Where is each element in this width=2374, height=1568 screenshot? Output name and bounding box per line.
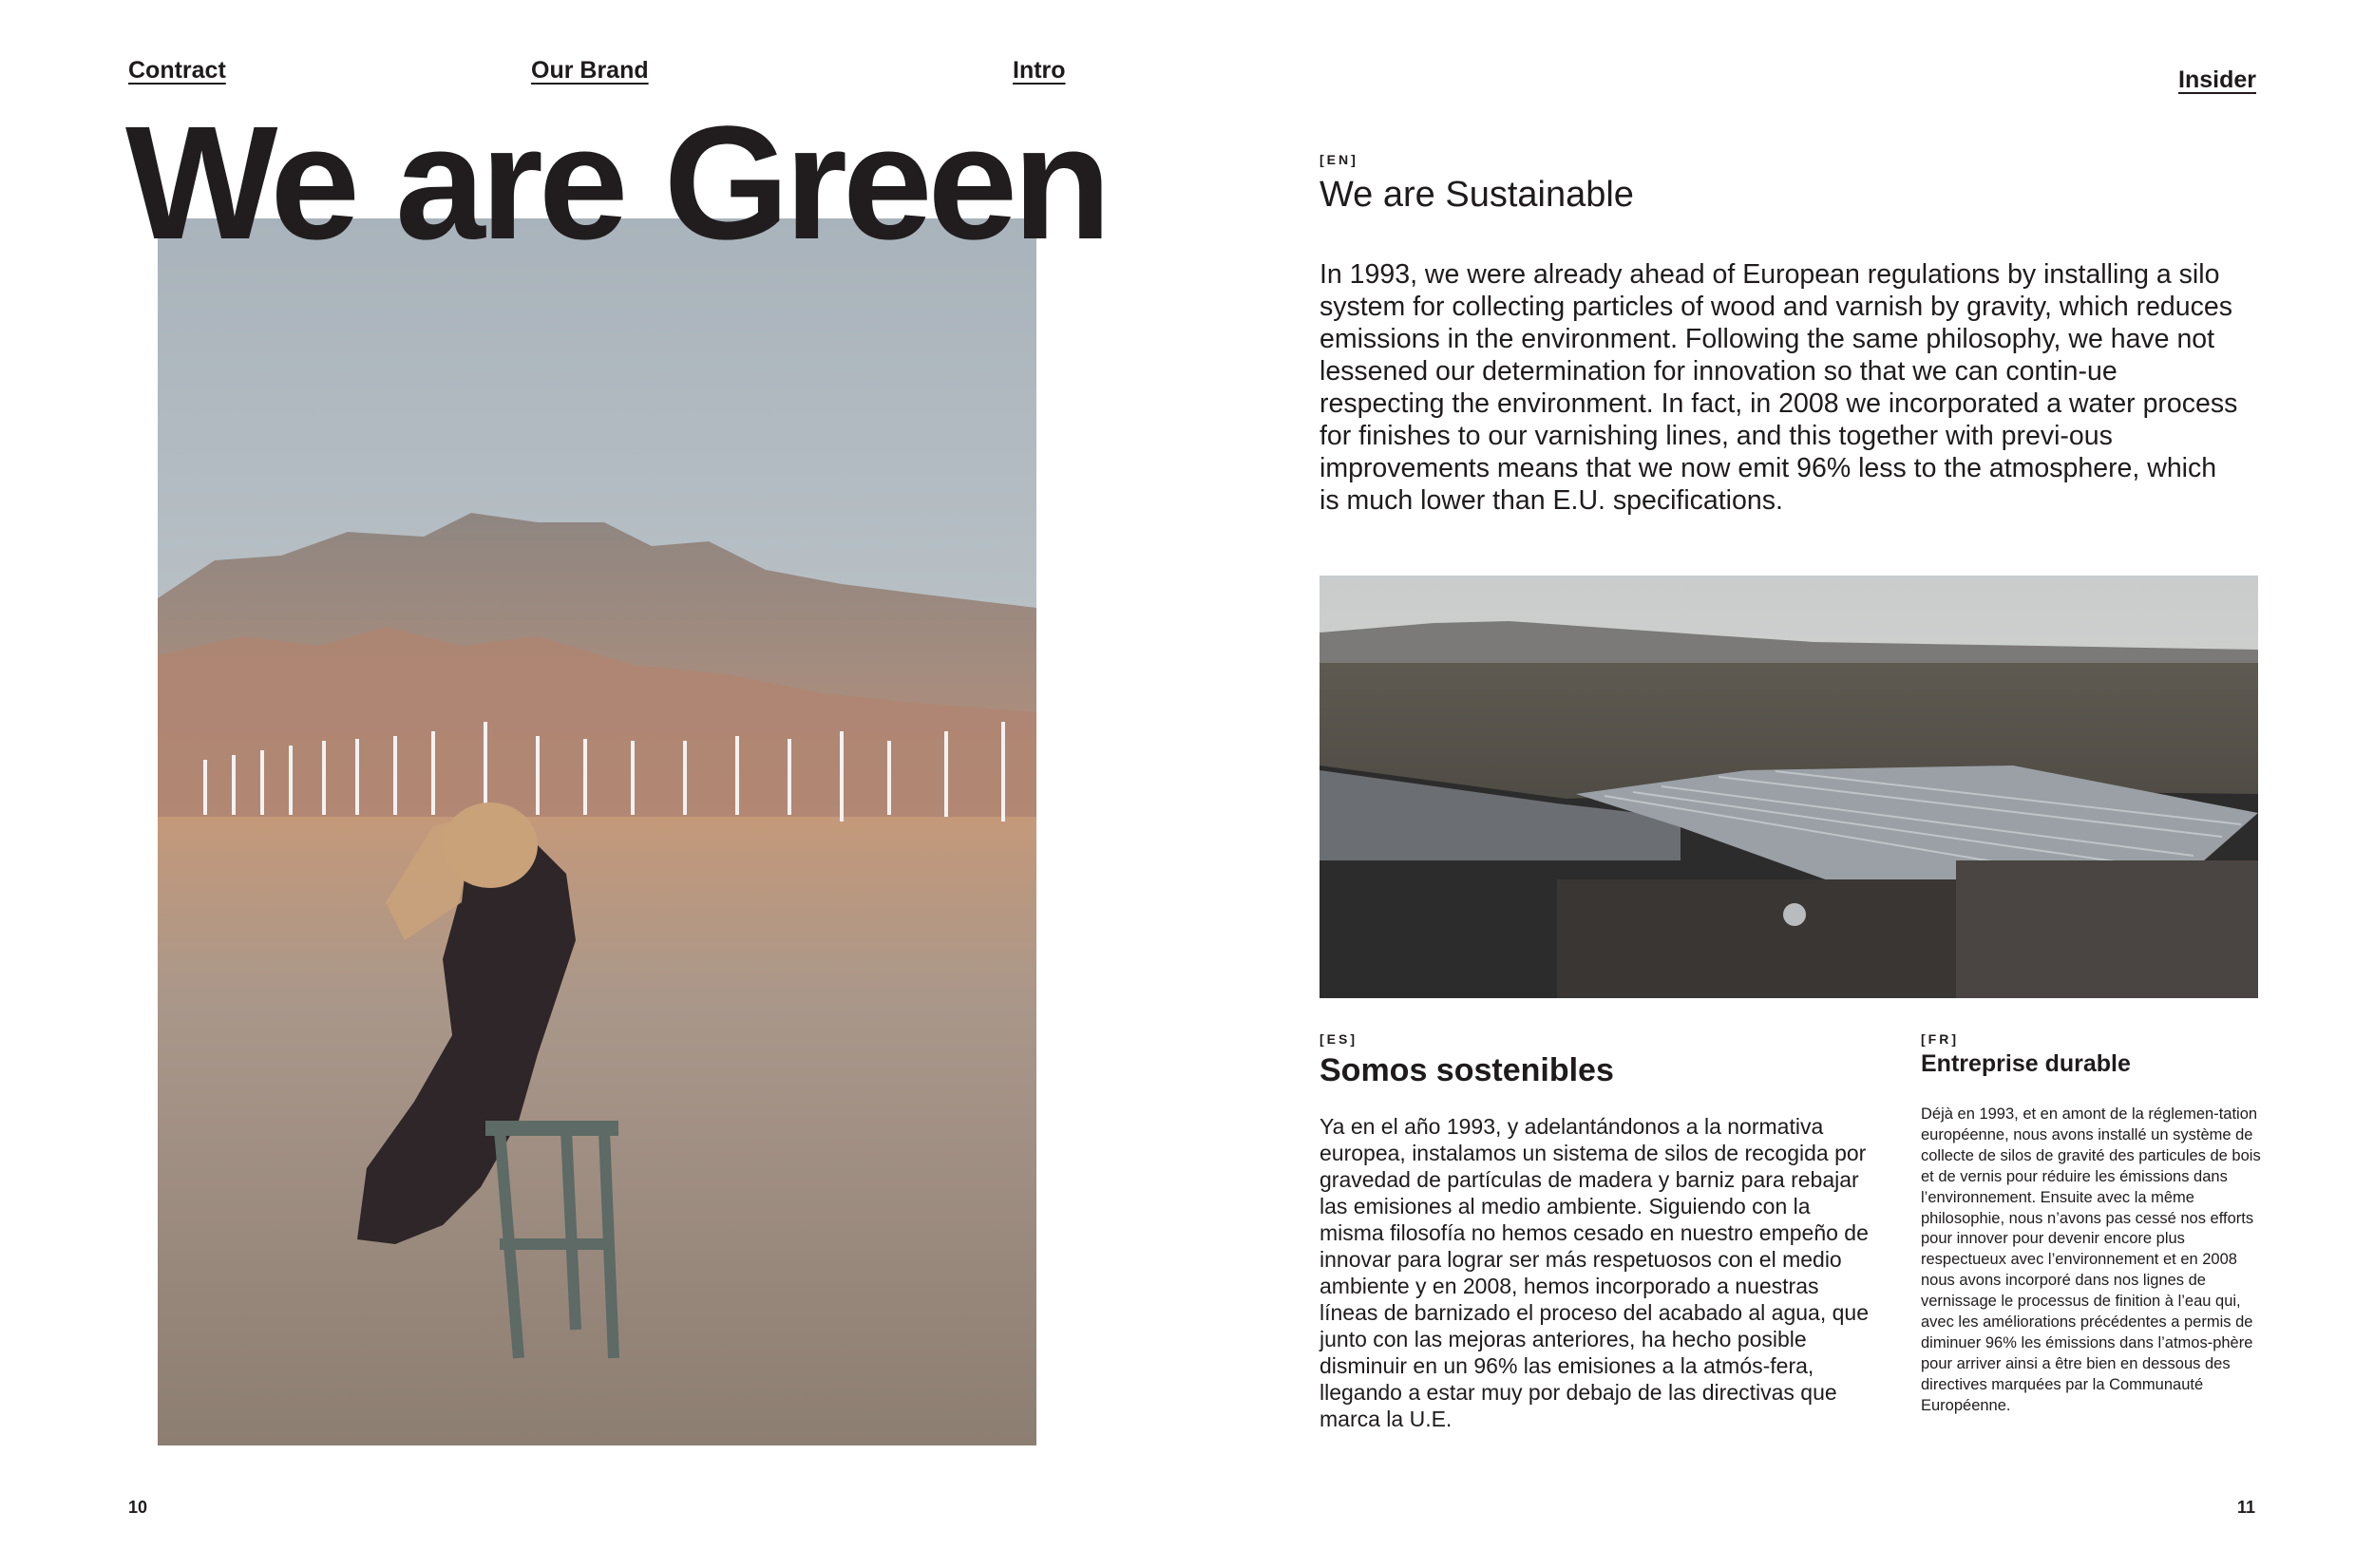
body-text-en: In 1993, we were already ahead of European regulations by installing a silo system for collecting particles of wood and varnish by gravity, which reduces emissions in the environment. Following the same philosophy, we have not lessened our determination for innovation so that we can contin-ue respecting the environment. In fact, in 2008 we incorporated a water process for finishes to our varnishing lines, and this together with previ-ous improvements means that we now emit 96% less to the atmosphere, which is much lower than E.U. specifications.: [1320, 259, 2238, 516]
factory-aerial-photo: [1320, 576, 2258, 998]
nav-link-our-brand[interactable]: Our Brand: [531, 57, 649, 84]
lang-tag-es: [ES]: [1320, 1031, 1358, 1047]
nav-link-contract[interactable]: Contract: [128, 57, 226, 84]
nav-link-insider[interactable]: Insider: [2178, 66, 2256, 93]
lang-tag-en: [EN]: [1320, 152, 1358, 167]
body-text-fr: Déjà en 1993, et en amont de la réglemen-tation européenne, nous avons installé un système de collecte de silos de gravité des particules de bois et de vernis pour réduire les émissions dans l’environnement. Ensuite avec la même philosophie, nous n’avons pas cessé nos efforts pour innover pour devenir encore plus respectueux avec l’environnement et en 2008 nous avons incorporé dans nos lignes de vernissage le processus de finition à l’eau qui, avec les améliorations précédentes a permis de diminuer 96% les émissions dans l’atmos-phère pour arriver ainsi a être bien en dessous des directives marquées par la Communauté Européenne.: [1921, 1105, 2261, 1414]
page-headline: We are Green: [125, 93, 1107, 274]
nav-link-intro[interactable]: Intro: [1013, 57, 1066, 84]
section-title-fr: Entreprise durable: [1921, 1050, 2131, 1077]
page-number-right: 11: [2236, 1498, 2255, 1517]
page-number-left: 10: [128, 1498, 148, 1517]
section-title-en: We are Sustainable: [1320, 175, 1634, 215]
lang-tag-fr: [FR]: [1921, 1031, 1959, 1047]
section-title-es: Somos sostenibles: [1320, 1052, 1614, 1088]
body-text-es: Ya en el año 1993, y adelantándonos a la normativa europea, instalamos un sistema de silos de recogida por gravedad de partículas de madera y barniz para rebajar las emisiones al medio ambiente. Siguiendo con la misma filosofía no hemos cesado en nuestro empeño de innovar para lograr ser más respetuosos con el medio ambiente y en 2008, hemos incorporado a nuestras líneas de barnizado el proceso del acabado al agua, que junto con las mejoras anteriores, ha hecho posible disminuir en un 96% las emisiones a la atmós-fera, llegando a estar muy por debajo de las directivas que marca la U.E.: [1320, 1114, 1869, 1431]
desert-wind-turbines-photo: [158, 218, 1036, 1445]
